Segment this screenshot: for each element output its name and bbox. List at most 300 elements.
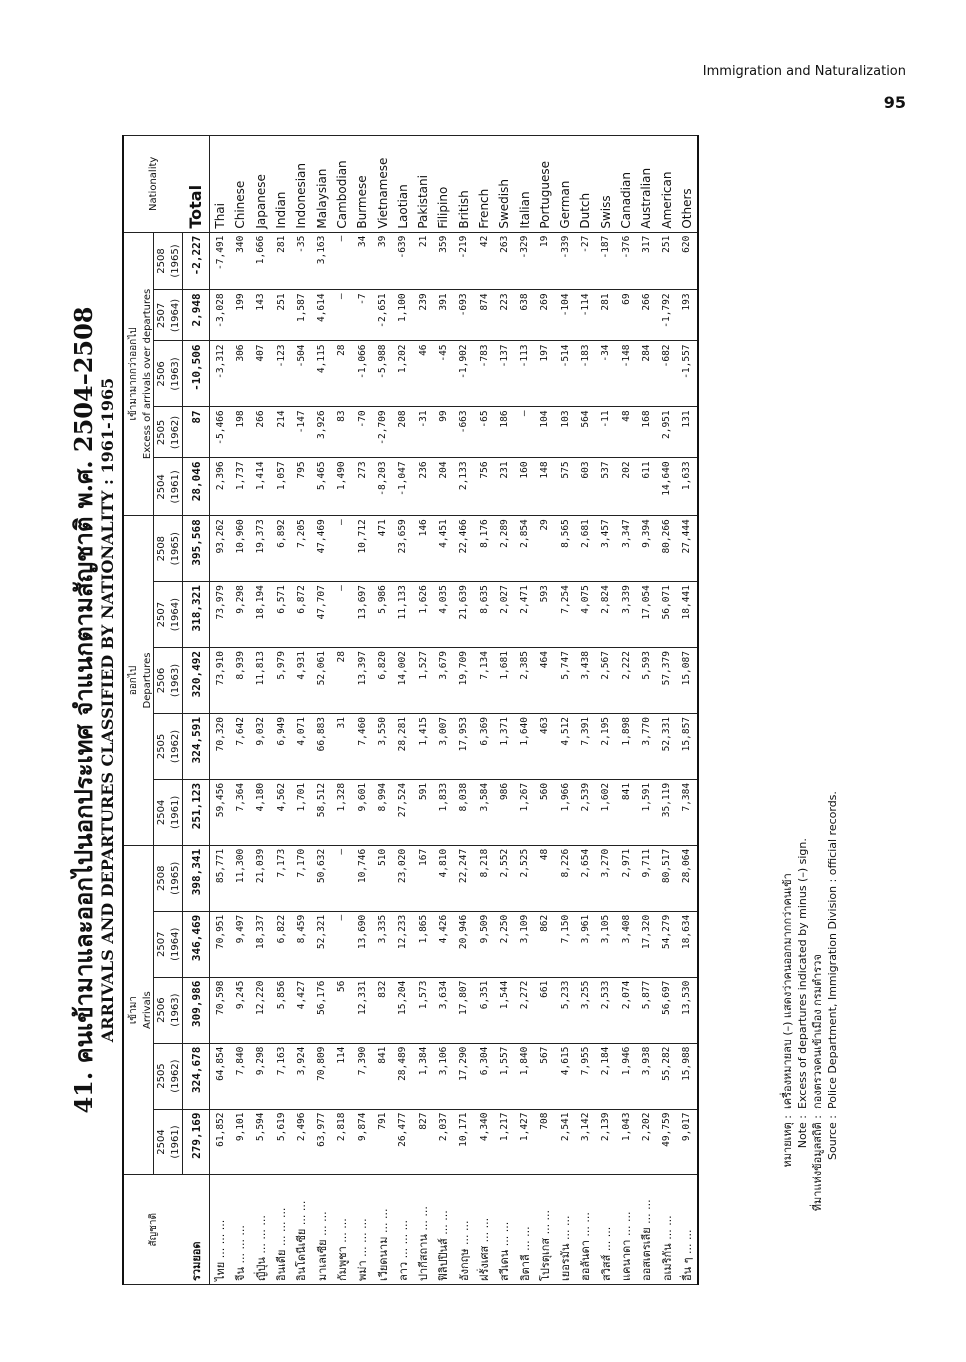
- table-cell: 281: [596, 290, 616, 341]
- table-cell: 31: [332, 713, 352, 779]
- table-cell: -8,203: [372, 458, 392, 516]
- nationality-thai: ฮอลันดา ... ...: [575, 1175, 595, 1285]
- table-cell: 273: [352, 458, 372, 516]
- nationality-english: Portuguese: [535, 136, 555, 233]
- table-cell: 10,171: [454, 1109, 474, 1175]
- nationality-english: Swedish: [494, 136, 514, 233]
- table-cell: 21,039: [251, 845, 271, 911]
- table-cell: 346,469: [183, 911, 210, 977]
- table-cell: —: [332, 845, 352, 911]
- nationality-english: Malaysian: [311, 136, 331, 233]
- table-cell: -2,709: [372, 407, 392, 458]
- table-cell: 146: [413, 516, 433, 582]
- table-cell: 7,163: [271, 1043, 291, 1109]
- nationality-english: Dutch: [575, 136, 595, 233]
- year-be-header: 2506: [154, 648, 169, 714]
- table-cell: 2,533: [596, 977, 616, 1043]
- table-row: [636, 136, 656, 1285]
- table-cell: 3,457: [596, 516, 616, 582]
- table-cell: 3,550: [372, 713, 392, 779]
- table-cell: 148: [535, 458, 555, 516]
- table-cell: 6,822: [271, 911, 291, 977]
- table-cell: 1,840: [514, 1043, 534, 1109]
- table-cell: 1,371: [494, 713, 514, 779]
- table-cell: 1,544: [494, 977, 514, 1043]
- nationality-thai: ฟิลิปปินส์ ... ...: [433, 1175, 453, 1285]
- nationality-thai: ปากีสถาน ... ...: [413, 1175, 433, 1285]
- table-cell: 131: [677, 407, 698, 458]
- table-cell: -663: [454, 407, 474, 458]
- table-cell: 46: [413, 341, 433, 407]
- year-be-header: 2504: [154, 779, 169, 845]
- table-row: [535, 136, 555, 1285]
- table-cell: 47,469: [311, 516, 331, 582]
- year-ad-header: (1964): [168, 290, 183, 341]
- table-cell: 2,971: [616, 845, 636, 911]
- nationality-thai: ลาว ... ... ...: [393, 1175, 413, 1285]
- table-cell: 93,262: [210, 516, 231, 582]
- table-cell: 5,465: [311, 458, 331, 516]
- table-cell: 1,267: [514, 779, 534, 845]
- table-cell: 7,840: [230, 1043, 250, 1109]
- title-english: ARRIVALS AND DEPARTURES CLASSIFIED BY NATIONALITY : 1961-1965: [98, 377, 117, 1043]
- table-cell: 2,818: [332, 1109, 352, 1175]
- table-cell: 23,659: [393, 516, 413, 582]
- table-cell: 2,539: [575, 779, 595, 845]
- table-cell: —: [332, 232, 352, 290]
- nationality-thai: สวิสส์ ... ...: [596, 1175, 616, 1285]
- table-cell: 1,557: [494, 1043, 514, 1109]
- table-cell: -148: [616, 341, 636, 407]
- table-cell: -123: [271, 341, 291, 407]
- nationality-english: French: [474, 136, 494, 233]
- table-cell: —: [332, 290, 352, 341]
- nationality-thai: อื่น ๆ ... ...: [677, 1175, 698, 1285]
- table-cell: 42: [474, 232, 494, 290]
- table-cell: 17,290: [454, 1043, 474, 1109]
- table-row: [271, 136, 291, 1285]
- year-be-header: 2507: [154, 911, 169, 977]
- table-cell: 251: [271, 290, 291, 341]
- table-cell: 6,304: [474, 1043, 494, 1109]
- table-cell: 104: [535, 407, 555, 458]
- table-cell: 9,601: [352, 779, 372, 845]
- year-ad-header: (1964): [168, 911, 183, 977]
- table-cell: 3,007: [433, 713, 453, 779]
- table-cell: 1,414: [251, 458, 271, 516]
- table-cell: 11,133: [393, 582, 413, 648]
- excess-en-header: Excess of arrivals over departures: [142, 232, 154, 516]
- table-cell: 2,184: [596, 1043, 616, 1109]
- table-cell: 359: [433, 232, 453, 290]
- table-cell: 70,598: [210, 977, 231, 1043]
- table-cell: 6,369: [474, 713, 494, 779]
- nationality-thai: ฝรั่งเศส ... ...: [474, 1175, 494, 1285]
- table-cell: -339: [555, 232, 575, 290]
- table-cell: 1,602: [596, 779, 616, 845]
- nationality-thai: อังกฤษ ... ...: [454, 1175, 474, 1285]
- nationality-english: Italian: [514, 136, 534, 233]
- table-title: [70, 135, 118, 1285]
- year-ad-header: (1961): [168, 779, 183, 845]
- table-cell: 56: [332, 977, 352, 1043]
- table-cell: -5,466: [210, 407, 231, 458]
- table-cell: 2,854: [514, 516, 534, 582]
- table-cell: 22,247: [454, 845, 474, 911]
- table-cell: 4,614: [311, 290, 331, 341]
- table-cell: 52,061: [311, 648, 331, 714]
- arrivals-departures-table: [122, 135, 699, 1285]
- nationality-english: Others: [677, 136, 698, 233]
- table-cell: 395,568: [183, 516, 210, 582]
- table-cell: 3,634: [433, 977, 453, 1043]
- page-header: [703, 64, 906, 112]
- table-row: [575, 136, 595, 1285]
- table-row: [230, 136, 250, 1285]
- table-cell: 10,712: [352, 516, 372, 582]
- table-cell: 52,321: [311, 911, 331, 977]
- year-ad-header: (1962): [168, 407, 183, 458]
- table-cell: 14,002: [393, 648, 413, 714]
- table-cell: 1,415: [413, 713, 433, 779]
- table-cell: 9,298: [251, 1043, 271, 1109]
- table-cell: 9,298: [230, 582, 250, 648]
- table-cell: 3,770: [636, 713, 656, 779]
- footnotes: [780, 791, 840, 1225]
- table-cell: 3,961: [575, 911, 595, 977]
- table-cell: -27: [575, 232, 595, 290]
- table-cell: 202: [616, 458, 636, 516]
- nationality-thai: รวมยอด: [183, 1175, 210, 1285]
- table-cell: 4,071: [291, 713, 311, 779]
- table-cell: 10,746: [352, 845, 372, 911]
- table-cell: 7,390: [352, 1043, 372, 1109]
- table-row: [474, 136, 494, 1285]
- table-cell: -504: [291, 341, 311, 407]
- nationality-english: Swiss: [596, 136, 616, 233]
- table-cell: -45: [433, 341, 453, 407]
- table-row: [657, 136, 677, 1285]
- table-cell: 55,282: [657, 1043, 677, 1109]
- table-cell: 391: [433, 290, 453, 341]
- table-cell: 1,681: [494, 648, 514, 714]
- year-be-header: 2506: [154, 341, 169, 407]
- table-cell: 8,635: [474, 582, 494, 648]
- table-cell: 1,587: [291, 290, 311, 341]
- table-cell: 20,946: [454, 911, 474, 977]
- table-cell: 2,222: [616, 648, 636, 714]
- table-cell: 236: [413, 458, 433, 516]
- nationality-thai: อินเดีย ... ... ...: [271, 1175, 291, 1285]
- table-cell: -7: [352, 290, 372, 341]
- table-cell: 1,633: [677, 458, 698, 516]
- year-be-header: 2507: [154, 290, 169, 341]
- table-cell: 7,384: [677, 779, 698, 845]
- year-ad-header: (1962): [168, 1043, 183, 1109]
- table-cell: 841: [372, 1043, 392, 1109]
- table-cell: 3,106: [433, 1043, 453, 1109]
- table-cell: -682: [657, 341, 677, 407]
- table-cell: -113: [514, 341, 534, 407]
- table-cell: 9,509: [474, 911, 494, 977]
- table-cell: -104: [555, 290, 575, 341]
- table-cell: —: [514, 407, 534, 458]
- table-cell: 269: [535, 290, 555, 341]
- table-cell: 874: [474, 290, 494, 341]
- table-cell: 7,391: [575, 713, 595, 779]
- table-cell: 567: [535, 1043, 555, 1109]
- nationality-thai: ญี่ปุ่น ... ... ...: [251, 1175, 271, 1285]
- year-be-header: 2504: [154, 458, 169, 516]
- table-cell: 463: [535, 713, 555, 779]
- table-cell: 324,591: [183, 713, 210, 779]
- nationality-thai: เยอรมัน ... ...: [555, 1175, 575, 1285]
- table-cell: 18,441: [677, 582, 698, 648]
- table-row: [454, 136, 474, 1285]
- table-cell: 3,679: [433, 648, 453, 714]
- table-cell: -70: [352, 407, 372, 458]
- table-cell: 12,233: [393, 911, 413, 977]
- departures-en-header: Departures: [142, 516, 154, 846]
- table-cell: 64,854: [210, 1043, 231, 1109]
- table-cell: 2,133: [454, 458, 474, 516]
- nationality-english: German: [555, 136, 575, 233]
- table-cell: 398,341: [183, 845, 210, 911]
- table-cell: 251: [657, 232, 677, 290]
- table-cell: -147: [291, 407, 311, 458]
- nationality-english: Filipino: [433, 136, 453, 233]
- table-cell: -693: [454, 290, 474, 341]
- year-ad-header: (1963): [168, 977, 183, 1043]
- table-row: [555, 136, 575, 1285]
- table-cell: 3,438: [575, 648, 595, 714]
- nationality-english: Indian: [271, 136, 291, 233]
- table-cell: 3,109: [514, 911, 534, 977]
- table-cell: 2,681: [575, 516, 595, 582]
- table-cell: 83: [332, 407, 352, 458]
- table-cell: -1,047: [393, 458, 413, 516]
- nationality-english: Total: [183, 136, 210, 233]
- table-cell: 12,220: [251, 977, 271, 1043]
- year-ad-header: (1965): [168, 516, 183, 582]
- table-cell: 5,594: [251, 1109, 271, 1175]
- table-cell: 309,986: [183, 977, 210, 1043]
- table-cell: -639: [393, 232, 413, 290]
- table-cell: 284: [636, 341, 656, 407]
- table-cell: 2,471: [514, 582, 534, 648]
- table-cell: 50,632: [311, 845, 331, 911]
- table-cell: 56,176: [311, 977, 331, 1043]
- table-row: [332, 136, 352, 1285]
- table-cell: 8,459: [291, 911, 311, 977]
- table-cell: 4,180: [251, 779, 271, 845]
- nationality-english: Australian: [636, 136, 656, 233]
- table-cell: 9,017: [677, 1109, 698, 1175]
- table-cell: 4,810: [433, 845, 453, 911]
- table-cell: 4,931: [291, 648, 311, 714]
- nationality-thai: มาเลเซีย ... ...: [311, 1175, 331, 1285]
- table-cell: 48: [535, 845, 555, 911]
- table-cell: 1,100: [393, 290, 413, 341]
- table-cell: 56,071: [657, 582, 677, 648]
- table-cell: 204: [433, 458, 453, 516]
- table-row: [433, 136, 453, 1285]
- table-cell: 2,552: [494, 845, 514, 911]
- table-cell: 49,759: [657, 1109, 677, 1175]
- nationality-thai: สวีเดน ... ...: [494, 1175, 514, 1285]
- table-cell: 73,979: [210, 582, 231, 648]
- nationality-english: American: [657, 136, 677, 233]
- table-row: [210, 136, 231, 1285]
- table-cell: 791: [372, 1109, 392, 1175]
- table-cell: 2,139: [596, 1109, 616, 1175]
- table-cell: -31: [413, 407, 433, 458]
- table-cell: 58,512: [311, 779, 331, 845]
- table-cell: 208: [393, 407, 413, 458]
- table-cell: 603: [575, 458, 595, 516]
- table-cell: 99: [433, 407, 453, 458]
- table-cell: 69: [616, 290, 636, 341]
- table-cell: 27,524: [393, 779, 413, 845]
- table-cell: 3,938: [636, 1043, 656, 1109]
- table-cell: -2,651: [372, 290, 392, 341]
- table-cell: -187: [596, 232, 616, 290]
- table-row: [393, 136, 413, 1285]
- table-cell: 1,966: [555, 779, 575, 845]
- table-cell: 26,477: [393, 1109, 413, 1175]
- table-cell: 1,202: [393, 341, 413, 407]
- table-cell: 2,951: [657, 407, 677, 458]
- nationality-thai: ไทย ... ... ...: [210, 1175, 231, 1285]
- table-cell: 29: [535, 516, 555, 582]
- table-cell: 28,064: [677, 845, 698, 911]
- table-cell: -514: [555, 341, 575, 407]
- source-english: Source :Police Department, Immigration Division : official records.: [826, 791, 839, 1160]
- table-cell: 593: [535, 582, 555, 648]
- table-cell: 4,115: [311, 341, 331, 407]
- year-ad-header: (1961): [168, 458, 183, 516]
- table-cell: 12,331: [352, 977, 372, 1043]
- table-cell: 5,856: [271, 977, 291, 1043]
- table-row: [514, 136, 534, 1285]
- table-cell: 3,105: [596, 911, 616, 977]
- table-cell: 223: [494, 290, 514, 341]
- table-cell: 34: [352, 232, 372, 290]
- table-cell: 6,872: [291, 582, 311, 648]
- table-cell: 66,883: [311, 713, 331, 779]
- table-cell: 8,994: [372, 779, 392, 845]
- table-cell: -34: [596, 341, 616, 407]
- table-cell: 48: [616, 407, 636, 458]
- arrivals-en-header: Arrivals: [142, 845, 154, 1175]
- nationality-english: Burmese: [352, 136, 372, 233]
- table-cell: 28: [332, 648, 352, 714]
- table-cell: 7,642: [230, 713, 250, 779]
- table-cell: 3,270: [596, 845, 616, 911]
- table-cell: 464: [535, 648, 555, 714]
- table-cell: -10,506: [183, 341, 210, 407]
- table-cell: 9,497: [230, 911, 250, 977]
- table-cell: 80,266: [657, 516, 677, 582]
- table-cell: 87: [183, 407, 210, 458]
- table-row: [494, 136, 514, 1285]
- year-ad-header: (1961): [168, 1109, 183, 1175]
- page-number: 95: [883, 93, 906, 112]
- table-cell: -137: [494, 341, 514, 407]
- table-cell: 251,123: [183, 779, 210, 845]
- nationality-thai: อิตาลี ... ...: [514, 1175, 534, 1285]
- table-cell: 3,142: [575, 1109, 595, 1175]
- nationality-english: Indonesian: [291, 136, 311, 233]
- table-cell: 471: [372, 516, 392, 582]
- table-row: [352, 136, 372, 1285]
- table-cell: 8,218: [474, 845, 494, 911]
- table-cell: 2,396: [210, 458, 231, 516]
- table-cell: 39: [372, 232, 392, 290]
- table-cell: -114: [575, 290, 595, 341]
- table-cell: 6,571: [271, 582, 291, 648]
- year-be-header: 2505: [154, 713, 169, 779]
- table-cell: 214: [271, 407, 291, 458]
- table-cell: 266: [251, 407, 271, 458]
- year-be-header: 2508: [154, 516, 169, 582]
- table-cell: 4,512: [555, 713, 575, 779]
- table-cell: 3,408: [616, 911, 636, 977]
- table-cell: 2,250: [494, 911, 514, 977]
- table-row: [372, 136, 392, 1285]
- table-cell: 1,384: [413, 1043, 433, 1109]
- table-cell: 143: [251, 290, 271, 341]
- table-cell: 2,824: [596, 582, 616, 648]
- year-ad-header: (1965): [168, 845, 183, 911]
- table-row: [291, 136, 311, 1285]
- table-cell: 8,565: [555, 516, 575, 582]
- table-row: [616, 136, 636, 1285]
- table-cell: -11: [596, 407, 616, 458]
- table-cell: 1,217: [494, 1109, 514, 1175]
- table-cell: 1,626: [413, 582, 433, 648]
- table-cell: 3,339: [616, 582, 636, 648]
- table-cell: -329: [514, 232, 534, 290]
- table-cell: 15,857: [677, 713, 698, 779]
- table-cell: 537: [596, 458, 616, 516]
- year-be-header: 2505: [154, 407, 169, 458]
- table-cell: 5,986: [372, 582, 392, 648]
- table-cell: 611: [636, 458, 656, 516]
- table-cell: -1,066: [352, 341, 372, 407]
- table-cell: 3,584: [474, 779, 494, 845]
- table-cell: 4,451: [433, 516, 453, 582]
- table-cell: 5,979: [271, 648, 291, 714]
- table-cell: 4,340: [474, 1109, 494, 1175]
- table-cell: 57,379: [657, 648, 677, 714]
- table-cell: 70,320: [210, 713, 231, 779]
- table-cell: 5,619: [271, 1109, 291, 1175]
- table-cell: 47,707: [311, 582, 331, 648]
- nationality-english: Laotian: [393, 136, 413, 233]
- table-cell: -3,312: [210, 341, 231, 407]
- table-cell: -783: [474, 341, 494, 407]
- year-be-row: [154, 136, 169, 1285]
- table-cell: 1,701: [291, 779, 311, 845]
- table-cell: 8,226: [555, 845, 575, 911]
- table-cell: 8,038: [454, 779, 474, 845]
- table-cell: 59,456: [210, 779, 231, 845]
- table-cell: 324,678: [183, 1043, 210, 1109]
- table-cell: 21,639: [454, 582, 474, 648]
- nationality-en-header: Nationality: [123, 136, 183, 233]
- table-cell: 6,820: [372, 648, 392, 714]
